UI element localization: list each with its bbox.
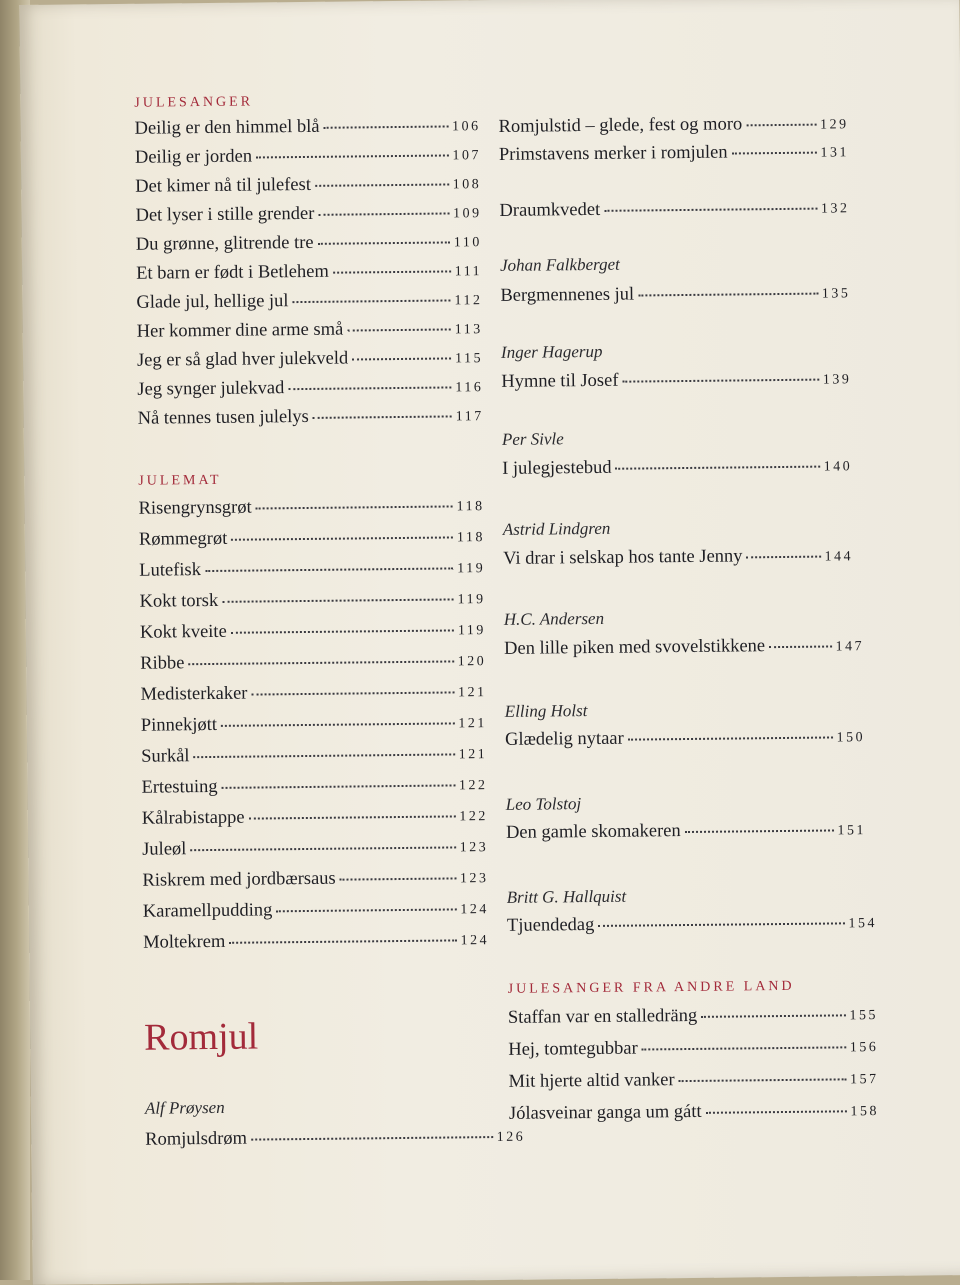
author-name: Astrid Lindgren xyxy=(502,518,611,539)
toc-entry-page: 108 xyxy=(452,177,482,193)
section-heading-julemat: JULEMAT xyxy=(138,472,222,489)
toc-entry-title: Det lyser i stille grender xyxy=(135,203,315,226)
toc-entry-page: 121 xyxy=(458,716,487,732)
author-name: Alf Prøysen xyxy=(144,1097,225,1118)
toc-entry xyxy=(135,144,481,169)
dot-leader xyxy=(347,326,451,331)
dot-leader xyxy=(642,1044,846,1050)
dot-leader xyxy=(251,1134,493,1141)
toc-entry-page: 158 xyxy=(850,1104,880,1120)
toc-entry xyxy=(499,141,849,166)
author-name: Inger Hagerup xyxy=(500,341,603,362)
toc-entry-page: 140 xyxy=(823,459,853,475)
dot-leader xyxy=(638,291,818,297)
toc-entry-page: 150 xyxy=(836,730,866,746)
toc-entry xyxy=(509,1100,879,1125)
dot-leader xyxy=(352,355,451,360)
toc-entry-page: 124 xyxy=(460,933,490,949)
toc-entry-title: Jeg synger julekvad xyxy=(137,378,285,400)
toc-entry xyxy=(138,405,484,430)
toc-entry-page: 120 xyxy=(457,654,487,670)
toc-entry-page: 132 xyxy=(820,201,850,217)
dot-leader xyxy=(318,210,449,215)
toc-entry-title: Deilig er jorden xyxy=(134,146,253,168)
toc-entry-page: 112 xyxy=(454,293,483,309)
toc-entry-page: 126 xyxy=(496,1129,526,1146)
toc-entry-page: 151 xyxy=(837,823,867,839)
toc-entry xyxy=(136,231,482,256)
toc-entry-page: 117 xyxy=(455,409,484,425)
dot-leader xyxy=(746,122,816,127)
toc-entry xyxy=(135,202,481,227)
toc-entry-title: Risengrynsgrøt xyxy=(138,497,252,519)
toc-entry-title: Kokt kveite xyxy=(139,621,227,643)
toc-entry-title: Den lille piken med svovelstikkene xyxy=(503,636,766,659)
toc-entry-title: Det kimer nå til julefest xyxy=(135,174,312,197)
section-heading-julesanger: JULESANGER xyxy=(134,94,254,111)
author-name: H.C. Andersen xyxy=(503,608,605,629)
dot-leader xyxy=(598,920,844,927)
dot-leader xyxy=(251,689,454,695)
author-name: Britt G. Hallquist xyxy=(506,886,627,907)
toc-entry xyxy=(137,376,483,401)
toc-entry xyxy=(139,526,485,551)
toc-entry-page: 116 xyxy=(455,380,484,396)
toc-entry-page: 113 xyxy=(454,322,483,338)
author-name: Per Sivle xyxy=(501,429,564,449)
toc-entry xyxy=(139,495,485,520)
toc-entry-title: Surkål xyxy=(141,746,190,767)
dot-leader xyxy=(706,1108,847,1113)
toc-entry-title: Jólasveinar ganga um gátt xyxy=(508,1101,702,1124)
dot-leader xyxy=(276,906,456,912)
toc-entry-title: Vi drar i selskap hos tante Jenny xyxy=(503,546,743,569)
toc-entry-title: Jeg er så glad hver julekveld xyxy=(136,348,349,371)
dot-leader xyxy=(193,751,454,758)
toc-entry xyxy=(142,805,488,830)
toc-entry xyxy=(499,113,849,138)
toc-entry-page: 123 xyxy=(459,871,489,887)
toc-entry-title: Den gamle skomakeren xyxy=(505,821,681,843)
dot-leader xyxy=(222,782,455,788)
toc-entry-page: 122 xyxy=(459,809,488,825)
dot-leader xyxy=(190,844,455,851)
dot-leader xyxy=(221,720,454,726)
author-name: Elling Holst xyxy=(504,701,588,721)
toc-entry-page: 154 xyxy=(848,916,878,932)
toc-entry-page: 121 xyxy=(457,685,487,701)
dot-leader xyxy=(732,150,817,155)
dot-leader xyxy=(256,152,448,158)
toc-entry-title: Karamellpudding xyxy=(142,900,273,922)
toc-entry xyxy=(140,619,486,644)
toc-entry xyxy=(501,368,851,393)
toc-entry xyxy=(139,588,485,613)
toc-entry xyxy=(505,726,865,751)
toc-entry-page: 124 xyxy=(460,902,489,918)
toc-entry-page: 111 xyxy=(454,264,483,280)
toc-entry-page: 106 xyxy=(452,119,481,135)
toc-entry-title: Ertestuing xyxy=(141,776,218,798)
toc-entry-title: Her kommer dine arme små xyxy=(136,319,344,342)
toc-entry xyxy=(135,173,481,198)
toc-entry-title: Lutefisk xyxy=(139,560,202,581)
toc-entry xyxy=(141,774,487,799)
toc-entry-page: 155 xyxy=(849,1008,879,1024)
toc-entry-page: 119 xyxy=(457,592,486,608)
toc-entry xyxy=(136,289,482,314)
toc-entry-title: Romjulsdrøm xyxy=(145,1128,248,1150)
dot-leader xyxy=(315,181,449,186)
toc-entry xyxy=(500,282,850,307)
dot-leader xyxy=(222,596,453,602)
toc-entry-page: 147 xyxy=(835,639,865,655)
dot-leader xyxy=(231,534,453,540)
toc-entry xyxy=(143,929,489,954)
dot-leader xyxy=(229,937,456,943)
dot-leader xyxy=(288,384,451,390)
toc-entry xyxy=(141,743,487,768)
toc-entry-page: 110 xyxy=(453,235,482,251)
toc-entry xyxy=(136,260,482,285)
toc-entry-page: 123 xyxy=(459,840,489,856)
toc-entry-title: Kålrabistappe xyxy=(141,807,245,829)
toc-entry-title: Mit hjerte altid vanker xyxy=(508,1070,675,1092)
toc-entry xyxy=(142,867,488,892)
dot-leader xyxy=(701,1012,845,1018)
toc-entry-title: Rømmegrøt xyxy=(138,528,228,550)
dot-leader xyxy=(324,123,449,128)
toc-entry-title: Ribbe xyxy=(140,653,185,674)
dot-leader xyxy=(313,413,452,418)
dot-leader xyxy=(249,813,456,819)
toc-entry-title: Primstavens merker i romjulen xyxy=(498,142,728,165)
toc-entry xyxy=(140,650,486,675)
toc-entry-page: 129 xyxy=(820,117,849,133)
toc-entry-page: 121 xyxy=(458,747,488,763)
toc-entry-title: Romjulstid – glede, fest og moro xyxy=(498,114,743,137)
toc-entry-title: Tjuendedag xyxy=(506,914,595,936)
part-title-romjul: Romjul xyxy=(143,1015,259,1059)
toc-entry-page: 119 xyxy=(457,623,486,639)
toc-entry xyxy=(504,635,864,660)
toc-entry-page: 135 xyxy=(821,286,851,302)
toc-entry xyxy=(142,836,488,861)
toc-entry-title: Et barn er født i Betlehem xyxy=(136,261,329,284)
toc-entry xyxy=(139,557,485,582)
toc-entry xyxy=(507,912,877,937)
author-name: Johan Falkberget xyxy=(499,254,620,275)
author-name: Leo Tolstoj xyxy=(505,794,582,814)
toc-entry-page: 144 xyxy=(824,549,854,565)
toc-entry xyxy=(143,898,489,923)
toc-entry xyxy=(140,681,486,706)
dot-leader xyxy=(188,658,453,665)
toc-entry-page: 118 xyxy=(456,530,486,546)
toc-entry-title: Glade jul, hellige jul xyxy=(136,291,289,313)
toc-entry-page: 139 xyxy=(822,372,852,388)
dot-leader xyxy=(333,268,451,273)
toc-entry-title: Du grønne, glitrende tre xyxy=(135,232,314,255)
book-page xyxy=(19,0,960,1285)
toc-entry xyxy=(508,1004,878,1029)
toc-entry-title: Glædelig nytaar xyxy=(504,728,624,750)
dot-leader xyxy=(256,503,453,509)
toc-entry-page: 119 xyxy=(457,561,486,577)
dot-leader xyxy=(622,377,818,383)
toc-entry-title: Staffan var en stalledräng xyxy=(507,1005,698,1028)
toc-entry-title: Kokt torsk xyxy=(139,590,219,612)
dot-leader xyxy=(205,565,453,572)
dot-leader xyxy=(318,239,450,244)
dot-leader xyxy=(679,1076,847,1082)
dot-leader xyxy=(231,627,454,633)
toc-entry xyxy=(135,115,481,140)
left-column xyxy=(133,0,526,1150)
dot-leader xyxy=(604,206,817,212)
toc-entry xyxy=(503,545,853,570)
toc-entry-title: Riskrem med jordbærsaus xyxy=(142,868,336,891)
toc-entry-title: Nå tennes tusen julelys xyxy=(137,406,309,429)
toc-entry-page: 118 xyxy=(456,499,485,515)
dot-leader xyxy=(340,875,456,880)
toc-entry-page: 157 xyxy=(850,1072,879,1088)
toc-entry-page: 122 xyxy=(458,778,488,794)
toc-entry-title: Bergmennenes jul xyxy=(500,284,635,306)
toc-entry-page: 115 xyxy=(454,351,484,367)
toc-entry xyxy=(508,1036,878,1061)
dot-leader xyxy=(628,734,833,740)
toc-entry-title: Deilig er den himmel blå xyxy=(134,116,320,139)
toc-entry xyxy=(137,318,483,343)
toc-entry-title: I julegjestebud xyxy=(502,457,612,479)
toc-entry xyxy=(137,347,483,372)
toc-entry xyxy=(141,712,487,737)
toc-entry xyxy=(502,455,852,480)
toc-entry-title: Moltekrem xyxy=(143,931,226,953)
toc-entry-title: Medisterkaker xyxy=(140,683,248,705)
dot-leader xyxy=(746,554,820,559)
toc-entry xyxy=(509,1068,879,1093)
toc-entry-title: Draumkvedet xyxy=(499,199,601,221)
dot-leader xyxy=(616,464,820,470)
dot-leader xyxy=(685,827,834,833)
dot-leader xyxy=(292,297,450,303)
toc-entry-page: 107 xyxy=(452,148,482,164)
toc-entry-page: 109 xyxy=(452,206,482,222)
toc-entry-title: Pinnekjøtt xyxy=(140,714,218,736)
toc-entry-page: 131 xyxy=(820,145,849,161)
dot-leader xyxy=(769,643,832,648)
toc-entry-title: Juleøl xyxy=(142,839,187,860)
toc-entry-title: Hymne til Josef xyxy=(501,370,619,392)
toc-entry xyxy=(506,819,866,844)
toc-entry-title: Hej, tomtegubbar xyxy=(508,1038,638,1060)
toc-entry xyxy=(145,1126,525,1151)
toc-entry xyxy=(499,197,849,222)
section-heading-julesanger-fra-andre-land: JULESANGER FRA ANDRE LAND xyxy=(507,978,795,997)
toc-entry-page: 156 xyxy=(849,1040,879,1056)
